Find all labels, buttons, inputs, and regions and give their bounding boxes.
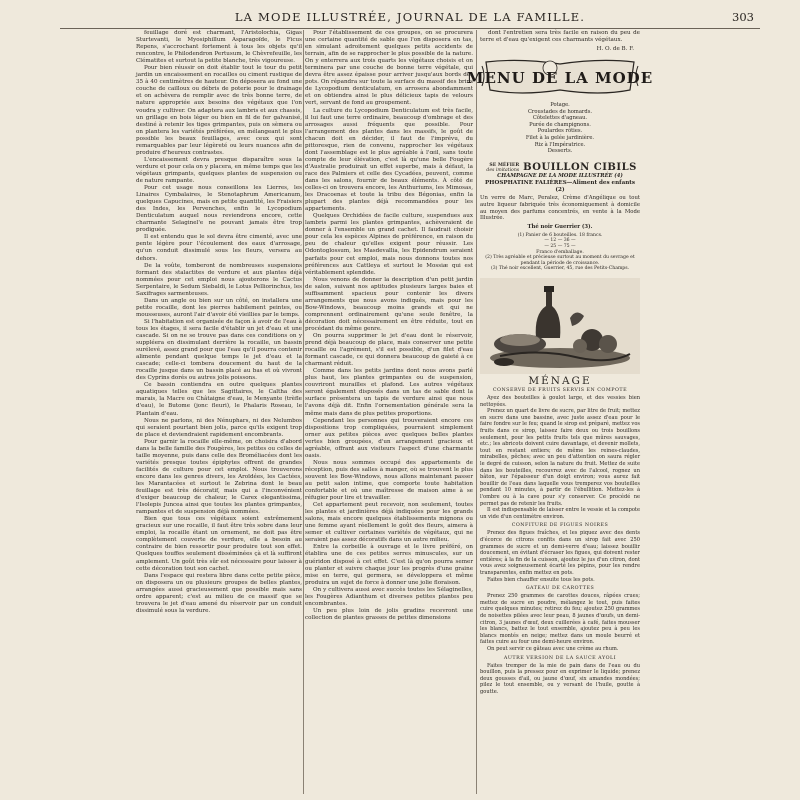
price-line: (2) Très agréable et précieuse surtout au moment du sevrage et pendant la période de croissance. xyxy=(485,255,635,266)
ad-champagne: CHAMPAGNE DE LA MODE ILLUSTRÉE (4) xyxy=(497,173,623,180)
paragraph: Il est entendu que le sol devra être cimenté, avec une pente légère pour l'écoulement des eaux d'arrosage, qu'un conduit dissimulé sous les fleurs, versera au dehors. xyxy=(136,234,302,262)
ad-wine-text: Un verre de Marc, Peralez, Crème d'Angélique ou tout autre liqueur fabriquée très économiquement à domicile au moyen des parfums concentrés, en vente à la Mode Illustrée. xyxy=(480,195,640,222)
article-column-1 xyxy=(136,30,302,796)
menu-item: Potage. xyxy=(550,102,570,109)
recipe-paragraph: Il est indispensable de laisser entre le vessie et la compote un vide d'un centimètre environ. xyxy=(480,507,640,520)
paragraph: Nous venons de donner la description d'un petit jardin de salon, suivant nos aptitudes plusieurs larges baies et suffisamment spacieux pour contenir les divers arrangements que nous avons indiqués, mais pour les Bow-Windows, beaucoup moins grands et qui ne comprennent ordinairement qu'une seule fenêtre, la décoration doit nécessairement en être réduite, tout en procédant du même genre. xyxy=(305,276,473,332)
paragraph: Si l'habitation est organisée de façon à avoir de l'eau à tous les étages, il sera facile d'établir un jet d'eau et une cascade. Si on ne se trouve pas dans ces conditions on y suppléera en dissimulant derrière la rocaille, un bassin surélevé, assez grand pour que l'eau qu'il pourra contenir alimente pendant quelque temps le jet d'eau et la cascade; celle-ci tombera doucement du haut de la rocaille jusque dans un bassin placé au bas et où vivront des Cyprins dorés ou autres jolis poissons. xyxy=(136,318,302,382)
menu-banner-text: MENU DE LA MODE xyxy=(466,69,654,88)
ad-brand: BOUILLON CIBILS xyxy=(523,161,637,173)
ad-phosphatine: PHOSPHATINE FALIÈRES—Aliment des enfants (2) xyxy=(484,179,636,193)
price-line: — 25 — 75 — xyxy=(544,244,576,250)
recipe-paragraph: Faites tremper de la mie de pain dans de l'eau ou du bouillon, puis la pressez pour en exprimer le liquide; prenez deux gousses d'ail, ou jaune d'œuf, six amandes mondées; pilez le tout ensemble, ou y versant de l'huile, goutte à goutte. xyxy=(480,662,640,695)
paragraph: Pour cet usage nous conseillons les Lierres, les Linaires Cymbalaires, le Stenotaphrum Americanum, quelques Capucines, mais en petite quantité, les Fraisiers des Indes, les Pervenches, enfin le Lycopodium Denticulatum auquel nous reviendrons encore, cette charmante Selaginel'e ne pouvant jamais être trop prodiguée. xyxy=(136,185,302,234)
column-rule xyxy=(476,30,477,794)
menu-item: Filet à la gelée jardinière. xyxy=(525,135,595,142)
ad-tea: Thé noir Guerrier (3). xyxy=(527,224,593,231)
menu-item: Poulardes rôties. xyxy=(537,128,583,135)
recipe-paragraph: Prenez un quart de livre de sucre, par litre de fruit; mettez en sucre dans une bassine, avec juste assez d'eau pour le faire fondre sur le feu; quand le sirop est préparé, mettez vos fruits dans ce sirop, laissez faire deux ou trois bouillons seulement, pour les petits fruits tels que mûres sauvages, etc.; les abricots doivent cuire davantage, et devenir mollets, tout en restant entiers; de même les reines-claudes, mirabelles, pêches; avec un peu d'attention on saura régler le degré de cuisson, selon la nature du fruit. Mettez de suite dans les bouteilles, recouvrez avec de l'alcool, rognez un bâton, sur l'épaisseur d'un doigt environ; vous aurez fait bouillir de l'eau dans laquelle vous tremperez vos bouteilles pendant 10 minutes, à partir de l'ébullition. Mettez-les à l'ombre ou à la cave pour s'y conserver. Ce procédé ne permet pas de retenir les fruits. xyxy=(480,408,640,507)
paragraph: Pour bien réussir on doit établir tout le tour du petit jardin un encaissement en rocailles ou ciment rustique de 35 à 40 centimètres de hauteur. On déposera au fond une couche de cailloux ou débris de poterie pour le drainage et on achèvera de remplir avec de très bonne terre, de nature appropriée aux besoins des végétaux que l'on voudra y cultiver. On adaptera aux lambris et aux chassis, un grillage en bois léger ou bien en fil de fer galvanisé, destiné à retenir les tiges grimpantes, puis on sèmera ou on plantera les variétés préférées, en mélangeant le plus possible les beaux feuillages, avec ceux qui sont remarquables par leur légèreté ou leurs nuances afin de produire d'heureux contrastes. xyxy=(136,65,302,156)
ad-beware-2: des imitations xyxy=(486,168,520,173)
article-column-2 xyxy=(305,30,473,796)
menu-item: Riz à l'Impératrice. xyxy=(534,141,586,148)
price-line: Franco d'emballage. xyxy=(536,249,584,255)
advertisement xyxy=(480,163,640,272)
menu-item: Purée de champignons. xyxy=(529,121,591,128)
paragraph: Cet appartement peut recevoir, non seulement, toutes les plantes et jardinières déjà indiquées pour les grands salons, mais encore quelques établissements mignons ou une femme ayant réellement le goût des fleurs, aimera à semer et cultiver certaines variétés de végétaux, qui ne seraient pas assez décoratifs dans un autre milieu. xyxy=(305,502,473,544)
recipe-paragraph: Prenez 250 grammes de carottes douces, râpées crues; mettez de sucre en poudre, mélangez le tout, puis faites cuire quelques minutes; retirez du feu; ajoutez 250 grammes de noisettes pilées avec leur peau, 8 jaunes d'œufs, un demi-citron, 3 jaunes d'œuf, deux cuillerées à café, faites mousser les blancs, battez le tout ensemble, ajoutez peu à peu les blancs montés en neige; mettez dans un moule beurré et faites cuire au four une demi-heure environ. xyxy=(480,593,640,646)
article-ending: dont l'entretien sera très facile en raison du peu de terre et d'eau qu'exigent ces charmants végétaux. xyxy=(480,30,640,43)
author-signature: H. O. de B. F. xyxy=(596,46,634,52)
menu-item: Desserts. xyxy=(547,148,573,155)
paragraph: Nous nous sommes occupé des appartements de réception, puis des salles à manger, où se trouvent le plus souvent les Bow-Windows, nous allons maintenant passer au petit salon intime, que comporte toute habitation confortable et où une maîtresse de maison aime à se réfugier pour lire et travailler. xyxy=(305,459,473,502)
recipe-title: CONSERVE DE FRUITS SERVIS EN COMPOTE xyxy=(492,388,628,394)
recipe-paragraph: Prenez des figues fraîches, et les piquez avec des dents d'écorce de citrons confits dans un sirop fait avec 250 grammes de sucre et un demi-verre d'eau; laissez bouillir doucement, en évitant d'écraser les figues, qui doivent rester entières; à la fin de la cuisson, ajoutez le jus d'un citron, dont vous avez soigneusement écarté les pépins, pour les rendre transparentes, enfin mettez en pots. xyxy=(480,530,640,576)
paragraph: Comme dans les petits jardins dont nous avons parlé plus haut, les plantes grimpantes ou de suspension, couvriront murailles et plafond. Les autres végétaux seront également disposés dans un tas de sable dont la surface présentera un tapis de verdure ainsi que nous l'avons déjà dit. Enfin l'ornementation générale sera la même mais dans de plus petites proportions. xyxy=(305,368,473,417)
paragraph: Pour l'établissement de ces groupes, on se procurera une certaine quantité de sable que l'on disposera en tas, en simulant adroitement quelques petits accidents de terrain, afin de se rapprocher le plus possible de la nature. On y enterrera aux trois quarts les végétaux choisis et on terminera par une couche de bonne terre végétale, qui devra être assez épaisse pour arriver jusqu'aux bords des pots. On répandra sur toute la surface du massif des brins de Lycopodium denticulatum, en arrosera abondamment et on obtiendra ainsi le plus délicieux tapis de velours vert, servant de fond au groupement. xyxy=(305,30,473,107)
menu-item: Côtelettes d'agneau. xyxy=(532,115,588,122)
paragraph: Nous ne parlons, ni des Nénuphars, ni des Nelumbos qui seraient pourtant bien jolis, parce qu'ils exigent trop de place et deviendraient rapidement encombrants. xyxy=(136,417,302,438)
article-column-3 xyxy=(466,30,654,796)
price-line: (3) Thé noir excellent, Guerrier, 45, rue des Petits-Champs. xyxy=(490,266,630,272)
paragraph: On pourra supprimer le jet d'eau dont le réservoir, prend déjà beaucoup de place, mais conserver une petite rocaille ou l'agrément, s'il est possible, d'un filet d'eau formant cascade, ce qui donnera beaucoup de gaieté à ce charmant réduit. xyxy=(305,333,473,368)
recipe-title: GATEAU DE CAROTTES xyxy=(525,586,595,592)
running-head xyxy=(60,8,760,29)
paragraph: Cependant les personnes qui trouveraient encore ces dispositions trop compliquées, pourraient simplement orner aux petites pièces avec quelques belles plantes vertes bien groupées, d'un arrangement gracieux et agréable, offrant aux visiteurs l'aspect d'une charmante oasis. xyxy=(305,417,473,459)
paragraph: Entre la corbeille à ouvrage et le livre préféré, on établira une de ces petites serres minuscules, sur un guéridon disposé à cet effet. C'est là qu'on pourra semer ou planter et suivre chaque jour les progrès d'une graine mise en terre, qui germera, se développera et même produira un sujet de force à donner une jolie floraison. xyxy=(305,544,473,586)
paragraph: Dans un angle ou bien sur un côté, on installera une petite rocaille, dont les pierres habilement peintes, ou mousseuses, auront l'air d'avoir été vieillies par le temps. xyxy=(136,297,302,318)
menu-banner xyxy=(466,56,654,98)
paragraph: L'encaissement devra presque disparaître sous la verdure et pour cela on y placera, en même temps que les végétaux grimpants, quelques plantes de suspension ou de nature rampante. xyxy=(136,156,302,184)
paragraph: De la voûte, tomberont de nombreuses suspensions formant des stalactites de verdure et aux plantes déjà nommées pour cet emploi nous ajouterons le Cactus Serpentaire, le Sedum Siebaldi, le Lotus Pelliorinchus, les Saxifrages sarmenteuses. xyxy=(136,262,302,297)
recipe-paragraph: On peut servir ce gâteau avec une crème au rhum. xyxy=(487,645,619,652)
recipe-paragraph: Ayez des bouteilles à goulot large, et des vessies bien nettoyées. xyxy=(480,395,640,408)
paragraph: Dans l'espace qui restera libre dans cette petite pièce, on disposera un ou plusieurs groupes de belles plantes, arrangées aussi gracieusement que possible mais sans ordre apparent; c'est au milieu de ce massif que se trouvera le jet d'eau amené du réservoir par un conduit dissimulé sous la verdure. xyxy=(136,572,302,614)
recipe-title: CONFITURE DE FIGUES NOIRES xyxy=(511,523,609,529)
menu-banner-graphic xyxy=(466,56,654,98)
still-life-illustration xyxy=(480,278,640,374)
recipes xyxy=(480,387,640,696)
paragraph: La culture du Lycopodium Denticulatum est très facile, il lui faut une terre ordinaire, beaucoup d'ombrage et des arrosages aussi fréquents que possible. Pour l'arrangement des plantes dans les massifs, le goût de chacun doit en décider, il faut de l'imprévu, du pittoresque, rien de convenu, rapprocher les végétaux dont l'assemblage est le plus agréable à l'œil, sans toute compte de leur élévation, c'est là qu'une belle Fougère d'Australie produirait un effet superbe, mais à défaut, la race des Palmiers et celle des Cycadées, peuvent, comme dans les salons, fournir de beaux éléments. À côté de celles-ci on trouvera encore, les Anthuriums, les Mimosas, les Dracoenas et toute la tribu des Bégonias, enfin la plupart des plantes déjà recommandées pour les appartements. xyxy=(305,107,473,213)
paragraph: Pour garnir la rocaille elle-même, on choisira d'abord dans la belle famille des Fougères, les petites ou celles de taille moyenne, puis dans celle des Broméliacées dont les variétés presque toutes épiphytes offrent de grandes facilités de culture pour cet emploi. Nous trouverons encore dans les genres divers, les Aroïdées, les Cactées, les Marantacées et surtout le Zebrina dont le beau feuillage est très décoratif, mais qui a l'inconvénient d'exiger beaucoup de chaleur, le Carex elegantissima, l'Isolepis Juncea ainsi que toutes les plantes grimpantes, rampantes et de suspension déjà nommées. xyxy=(136,438,302,516)
price-line: (1) Panier de 6 bouteilles. 18 francs. xyxy=(517,232,603,238)
section-title: MÉNAGE xyxy=(528,374,592,387)
paragraph: feuillage doré est charmant, l'Aristolochia, Gigas Sturtevanti, le Myosiphillum Asparagoïde, le Ficus Repens, s'accrochant fortement à tous les objets qu'il rencontre, le Philodendron Pertusum, le Chèvrefeuille, les Clématites et surtout la petite blanche, très vigoureuse. xyxy=(136,30,302,65)
recipe-title: AUTRE VERSION DE LA SAUCE AYOLI xyxy=(503,655,617,661)
paragraph: Bien que tous ces végétaux soient extrêmement gracieux sur une rocaille, il faut être très sobre dans leur emploi, la rocaille étant un ornement, ne doit pas être complètement couverte de verdure, elle a besoin au contraire de bien ressortir pour produire tout son effet. Quelques touffes seulement disséminées çà et là suffiront amplement. Un goût très sûr est nécessaire pour laisser à cette décoration tout son cachet. xyxy=(136,516,302,572)
journal-title: LA MODE ILLUSTRÉE, JOURNAL DE LA FAMILLE. xyxy=(234,10,586,24)
menu-item: Croustades de homards. xyxy=(527,108,593,115)
column-rule xyxy=(303,30,304,794)
paragraph: Un peu plus loin de jolis gradins recevront une collection de plantes grasses de petites dimensions xyxy=(305,607,473,621)
price-line: — 12 — 36 — xyxy=(544,238,576,244)
page-number: 303 xyxy=(732,10,754,24)
paragraph: Quelques Orchidées de facile culture, suspendues aux lambris parmi les plantes grimpantes, achèveraient de donner à l'ensemble un grand cachet. Il faudrait choisir pour cela les espèces Alpines de préférence, en raison du peu de chaleur qu'elles exigent pour réussir. Les Odontoglossum, les Masdevallia, les Epidendrum seraient parfaits pour cet emploi, mais nous donnons toutes nos préférences aux Cattleya et surtout le Mossiæ qui est véritablement splendide. xyxy=(305,213,473,276)
ad-beware-1: SE MÉFIER xyxy=(489,162,520,168)
menu-list xyxy=(480,102,640,155)
ad-prices xyxy=(480,233,640,272)
paragraph: On y cultivera aussi avec succès toutes les Sélaginelles, les Fougères Adianthum et diverses petites plantes peu encombrantes. xyxy=(305,586,473,607)
recipe-paragraph: Faites bien chauffer ensuite tous les pots. xyxy=(487,576,595,583)
paragraph: Ce bassin contiendra en outre quelques plantes aquatiques telles que les Sagittaires, le Caltha des marais, la Macre ou Châtaigne d'eau, le Menyante (trèfle d'eau), le Butome (jonc fleuri), le Phalaris Roseau, le Plantain d'eau. xyxy=(136,382,302,417)
